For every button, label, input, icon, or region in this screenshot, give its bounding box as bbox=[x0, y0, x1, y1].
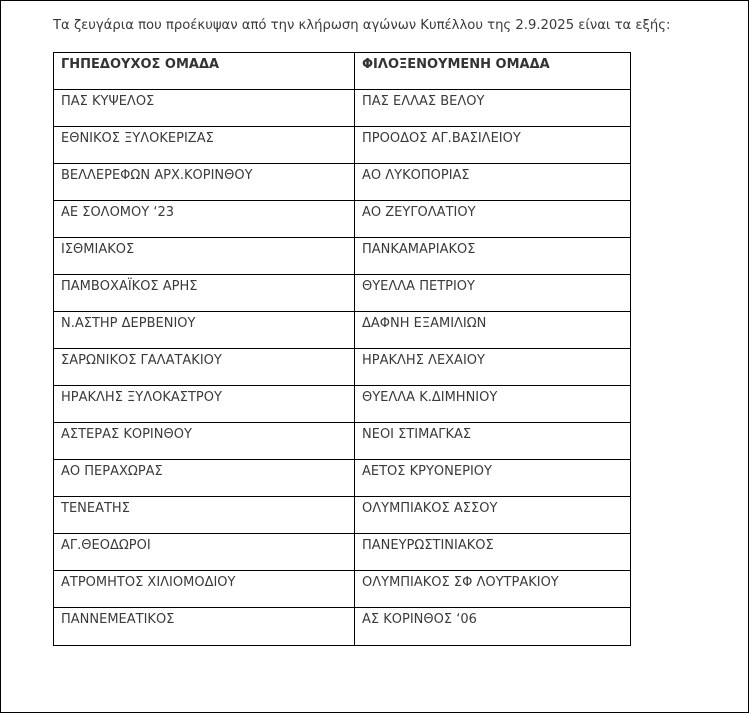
header-away-team bbox=[355, 53, 631, 90]
home-team-name: ΗΡΑΚΛΗΣ ΞΥΛΟΚΑΣΤΡΟΥ bbox=[61, 390, 222, 405]
home-team-name: ΑΟ ΠΕΡΑΧΩΡΑΣ bbox=[61, 464, 163, 479]
home-team-name: ΕΘΝΙΚΟΣ ΞΥΛΟΚΕΡΙΖΑΣ bbox=[61, 131, 214, 146]
away-team-name: ΘΥΕΛΛΑ Κ.ΔΙΜΗΝΙΟΥ bbox=[362, 390, 498, 405]
home-team-cell bbox=[54, 571, 355, 608]
away-team-name: ΝΕΟΙ ΣΤΙΜΑΓΚΑΣ bbox=[362, 427, 472, 442]
away-team-name: ΑΟ ΖΕΥΓΟΛΑΤΙΟΥ bbox=[362, 205, 476, 220]
away-team-cell bbox=[355, 423, 631, 460]
away-team-name: ΑΣ ΚΟΡΙΝΘΟΣ ‘06 bbox=[362, 612, 477, 627]
away-team-cell bbox=[355, 127, 631, 164]
home-team-name: ΑΓ.ΘΕΟΔΩΡΟΙ bbox=[61, 538, 151, 553]
table-row bbox=[54, 164, 631, 201]
home-team-cell bbox=[54, 238, 355, 275]
header-home-team-label: ΓΗΠΕΔΟΥΧΟΣ ΟΜΑΔΑ bbox=[61, 57, 220, 72]
table-row bbox=[54, 201, 631, 238]
home-team-cell bbox=[54, 201, 355, 238]
table-row bbox=[54, 90, 631, 127]
away-team-cell bbox=[355, 460, 631, 497]
intro-paragraph: Τα ζευγάρια που προέκυψαν από την κλήρωση αγώνων Κυπέλλου της 2.9.2025 είναι τα εξής: bbox=[53, 18, 671, 33]
away-team-cell bbox=[355, 90, 631, 127]
away-team-name: ΟΛΥΜΠΙΑΚΟΣ ΣΦ ΛΟΥΤΡΑΚΙΟΥ bbox=[362, 575, 559, 590]
away-team-cell bbox=[355, 534, 631, 571]
header-away-team-label: ΦΙΛΟΞΕΝΟΥΜΕΝΗ ΟΜΑΔΑ bbox=[362, 57, 550, 72]
home-team-cell bbox=[54, 275, 355, 312]
home-team-name: Ν.ΑΣΤΗΡ ΔΕΡΒΕΝΙΟΥ bbox=[61, 316, 196, 331]
away-team-cell bbox=[355, 497, 631, 534]
away-team-name: ΘΥΕΛΛΑ ΠΕΤΡΙΟΥ bbox=[362, 279, 475, 294]
cup-draw-table bbox=[53, 52, 631, 646]
table-row bbox=[54, 497, 631, 534]
away-team-name: ΠΑΝΚΑΜΑΡΙΑΚΟΣ bbox=[362, 242, 476, 257]
home-team-name: ΠΑΣ ΚΥΨΕΛΟΣ bbox=[61, 94, 155, 109]
table-row bbox=[54, 571, 631, 608]
home-team-cell bbox=[54, 127, 355, 164]
away-team-name: ΔΑΦΝΗ ΕΞΑΜΙΛΙΩΝ bbox=[362, 316, 487, 331]
away-team-name: ΑΟ ΛΥΚΟΠΟΡΙΑΣ bbox=[362, 168, 470, 183]
home-team-name: ΤΕΝΕΑΤΗΣ bbox=[61, 501, 130, 516]
table-row bbox=[54, 312, 631, 349]
away-team-name: ΠΑΣ ΕΛΛΑΣ ΒΕΛΟΥ bbox=[362, 94, 485, 109]
home-team-name: ΑΤΡΟΜΗΤΟΣ ΧΙΛΙΟΜΟΔΙΟΥ bbox=[61, 575, 236, 590]
away-team-cell bbox=[355, 201, 631, 238]
home-team-name: ΙΣΘΜΙΑΚΟΣ bbox=[61, 242, 135, 257]
home-team-cell bbox=[54, 164, 355, 201]
home-team-name: ΠΑΝΝΕΜΕΑΤΙΚΟΣ bbox=[61, 612, 175, 627]
away-team-cell bbox=[355, 238, 631, 275]
home-team-cell bbox=[54, 497, 355, 534]
table-header-row bbox=[54, 53, 631, 90]
away-team-cell bbox=[355, 608, 631, 646]
home-team-cell bbox=[54, 460, 355, 497]
home-team-cell bbox=[54, 90, 355, 127]
table-row bbox=[54, 608, 631, 646]
table-row bbox=[54, 127, 631, 164]
away-team-cell bbox=[355, 312, 631, 349]
table-row bbox=[54, 238, 631, 275]
home-team-cell bbox=[54, 423, 355, 460]
away-team-name: ΠΡΟΟΔΟΣ ΑΓ.ΒΑΣΙΛΕΙΟΥ bbox=[362, 131, 521, 146]
table-row bbox=[54, 349, 631, 386]
away-team-cell bbox=[355, 164, 631, 201]
home-team-cell bbox=[54, 608, 355, 646]
table-row bbox=[54, 460, 631, 497]
home-team-name: ΑΣΤΕΡΑΣ ΚΟΡΙΝΘΟΥ bbox=[61, 427, 192, 442]
table-row bbox=[54, 275, 631, 312]
home-team-cell bbox=[54, 349, 355, 386]
home-team-name: ΒΕΛΛΕΡΕΦΩΝ ΑΡΧ.ΚΟΡΙΝΘΟΥ bbox=[61, 168, 253, 183]
away-team-cell bbox=[355, 349, 631, 386]
home-team-cell bbox=[54, 312, 355, 349]
home-team-name: ΑΕ ΣΟΛΟΜΟΥ ‘23 bbox=[61, 205, 175, 220]
away-team-cell bbox=[355, 275, 631, 312]
away-team-name: ΟΛΥΜΠΙΑΚΟΣ ΑΣΣΟΥ bbox=[362, 501, 498, 516]
home-team-name: ΣΑΡΩΝΙΚΟΣ ΓΑΛΑΤΑΚΙΟΥ bbox=[61, 353, 222, 368]
table-row bbox=[54, 534, 631, 571]
away-team-cell bbox=[355, 571, 631, 608]
home-team-cell bbox=[54, 534, 355, 571]
away-team-name: ΗΡΑΚΛΗΣ ΛΕΧΑΙΟΥ bbox=[362, 353, 485, 368]
home-team-name: ΠΑΜΒΟΧΑΪΚΟΣ ΑΡΗΣ bbox=[61, 279, 198, 294]
away-team-name: ΠΑΝΕΥΡΩΣΤΙΝΙΑΚΟΣ bbox=[362, 538, 494, 553]
away-team-name: ΑΕΤΟΣ ΚΡΥΟΝΕΡΙΟΥ bbox=[362, 464, 492, 479]
table-row bbox=[54, 423, 631, 460]
header-home-team bbox=[54, 53, 355, 90]
table-row bbox=[54, 386, 631, 423]
away-team-cell bbox=[355, 386, 631, 423]
home-team-cell bbox=[54, 386, 355, 423]
